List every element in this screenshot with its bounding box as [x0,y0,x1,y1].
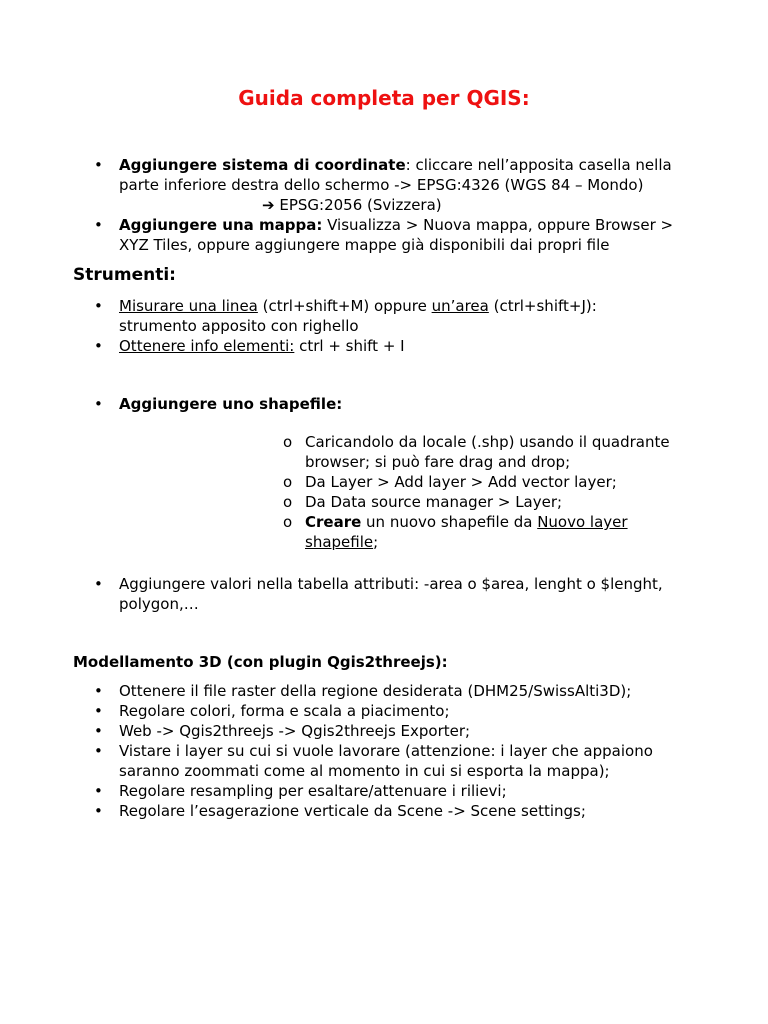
bullet-icon: • [94,802,103,820]
line: Vistare i layer su cui si vuole lavorare (attenzione: i layer che appaiono [119,742,653,760]
bullet-icon: • [94,742,103,760]
line: strumento apposito con righello [119,317,359,335]
attributes-list [0,574,768,614]
list-item-info [0,336,768,356]
bullet-icon: • [94,575,103,593]
bullet-icon: • [94,156,103,174]
list-item [0,701,768,721]
map-text1: Visualizza > Nuova mappa, oppure Browser > [322,216,674,234]
bullet-icon: • [94,782,103,800]
line: Da Layer > Add layer > Add vector layer; [305,473,617,491]
line: Aggiungere valori nella tabella attributi: -area o $area, lenght o $lenght, [119,575,663,593]
sub-bullet-icon: o [283,433,293,451]
create-text: un nuovo shapefile da [361,513,538,531]
coords-text1: : cliccare nell’apposita casella nella [405,156,672,174]
info-link[interactable]: Ottenere info elementi: [119,337,295,355]
arrow-item [0,195,768,215]
list-item [0,801,768,821]
bullet-icon: • [94,395,103,413]
shapefile-heading: Aggiungere uno shapefile: [119,395,343,413]
line: Caricandolo da locale (.shp) usando il quadrante [305,433,670,451]
list-item [0,781,768,801]
line [119,215,708,235]
map-bold: Aggiungere una mappa: [119,216,323,234]
line: saranno zoommati come al momento in cui si esporta la mappa); [119,762,610,780]
line [119,336,708,356]
modellamento-list [0,681,768,821]
sub-bullet-icon: o [283,513,293,531]
modellamento-heading: Modellamento 3D (con plugin Qgis2threejs): [73,653,448,671]
line [305,532,708,552]
arrow-text: EPSG:2056 (Svizzera) [279,196,442,214]
bullet-icon: • [94,702,103,720]
strumenti-list [0,296,768,356]
line: Regolare resampling per esaltare/attenuare i rilievi; [119,782,507,800]
new-layer-link[interactable]: Nuovo layer [537,513,628,531]
line: Web -> Qgis2threejs -> Qgis2threejs Exporter; [119,722,471,740]
line: Da Data source manager > Layer; [305,493,563,511]
strumenti-heading: Strumenti: [73,265,176,285]
line [119,155,708,175]
sub-item [0,512,768,552]
sub-bullet-icon: o [283,493,293,511]
list-item-measure [0,296,768,336]
line-end: ; [373,533,379,551]
line: Regolare l’esagerazione verticale da Scene -> Scene settings; [119,802,586,820]
arrow-icon: ➔ [262,196,275,214]
measure-text1: (ctrl+shift+M) oppure [257,297,432,315]
bullet-icon: • [94,297,103,315]
bullet-icon: • [94,682,103,700]
sub-item [0,472,768,492]
bullet-icon: • [94,216,103,234]
list-item [0,681,768,701]
create-bold: Creare [305,513,362,531]
line: browser; si può fare drag and drop; [305,453,571,471]
intro-list [0,155,768,255]
list-item-shapefile [0,394,768,414]
sub-item [0,432,768,472]
line: Ottenere il file raster della regione desiderata (DHM25/SwissAlti3D); [119,682,632,700]
line: Regolare colori, forma e scala a piacimento; [119,702,450,720]
bullet-icon: • [94,722,103,740]
line [119,296,708,316]
shapefile-link[interactable]: shapefile [305,533,374,551]
sub-item [0,492,768,512]
measure-area-link[interactable]: un’area [431,297,489,315]
info-text: ctrl + shift + I [294,337,405,355]
measure-line-link[interactable]: Misurare una linea [119,297,258,315]
list-item-map [0,215,768,255]
line: XYZ Tiles, oppure aggiungere mappe già disponibili dai propri file [119,236,610,254]
list-item-attributes [0,574,768,614]
list-item-coordinates [0,155,768,195]
line: polygon,… [119,595,199,613]
list-item [0,741,768,781]
shapefile-list [0,394,768,414]
list-item [0,721,768,741]
page-title: Guida completa per QGIS: [238,86,530,110]
measure-text2: (ctrl+shift+J): [488,297,597,315]
shapefile-sublist [0,432,768,552]
line [305,512,708,532]
bullet-icon: • [94,337,103,355]
line: parte inferiore destra dello schermo -> EPSG:4326 (WGS 84 – Mondo) [119,176,644,194]
sub-bullet-icon: o [283,473,293,491]
coords-bold: Aggiungere sistema di coordinate [119,156,406,174]
